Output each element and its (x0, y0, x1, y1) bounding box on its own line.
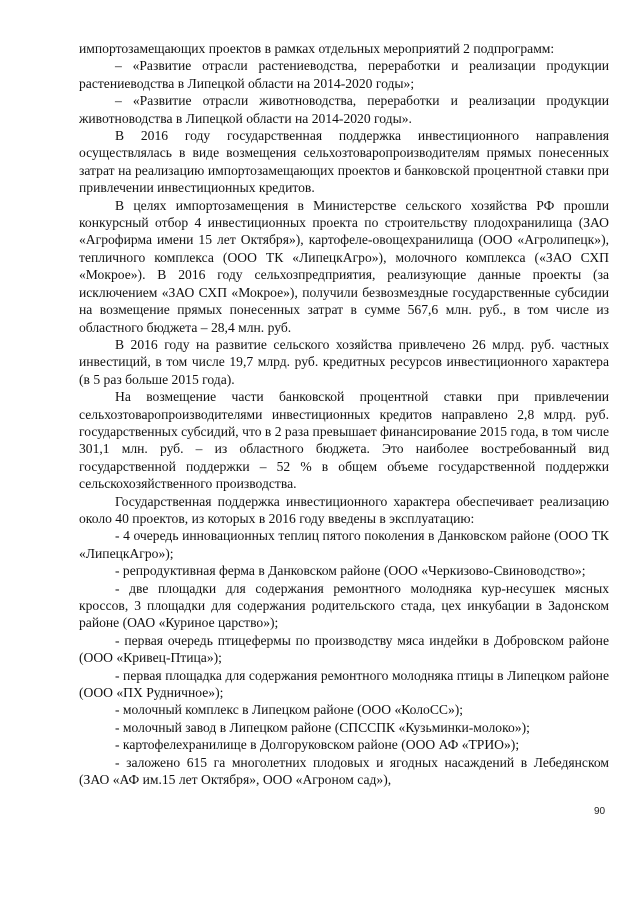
paragraph-intro: импортозамещающих проектов в рамках отдельных мероприятий 2 подпрограмм: (79, 41, 555, 56)
list-item: - молочный комплекс в Липецком районе (ООО «КолоСС»); (115, 702, 464, 718)
paragraph-interest-subsidy: На возмещение части банковской процентной ставки при привлечении сельхозтоваропроизводителями инвестиционных кредитов направлено 2,8 млрд. руб. государственных субсидий, что в 2 раза превышает финансирование 2015 года, в том числе 301,1 млн. руб. – из областного бюджета. Это наиболее востребованный вид государственной поддержки – 52 % в общем объеме государственной поддержки сельскохозяйственного производства. (79, 389, 609, 492)
list-item: - первая площадка для содержания ремонтного молодняка птицы в Липецком районе (ООО «ПХ Рудничное»); (79, 667, 609, 701)
list-item: - первая очередь птицефермы по производству мяса индейки в Добровском районе (ООО «Кривец-Птица»); (79, 632, 609, 666)
list-item: - две площадки для содержания ремонтного молодняка кур-несушек мясных кроссов, 3 площадки для содержания родительского стада, цех инкубации в Задонском районе (ОАО «Куриное царство»); (79, 580, 609, 631)
paragraph-projects-intro: Государственная поддержка инвестиционного характера обеспечивает реализацию около 40 проектов, из которых в 2016 году введены в эксплуатацию: (79, 493, 609, 526)
list-item: - 4 очередь инновационных теплиц пятого поколения в Данковском районе (ООО ТК «ЛипецкАгро»); (79, 528, 609, 561)
paragraph-state-support: В 2016 году государственная поддержка инвестиционного направления осуществлялась в виде возмещения сельхозтоваропроизводителям прямых понесенных затрат на реализацию импортозамещающих проектов и банковской процентной ставки при привлечении инвестиционных кредитов. (79, 128, 609, 196)
paragraph-crop-program: – «Развитие отрасли растениеводства, переработки и реализации продукции растениеводства в Липецкой области на 2014-2020 годы»; (79, 58, 609, 91)
list-item: - заложено 615 га многолетних плодовых и ягодных насаждений в Лебедянском (ЗАО «АФ им.15 лет Октября», ООО «Агроном сад»), (79, 754, 609, 788)
paragraph-import-substitution: В целях импортозамещения в Министерстве сельского хозяйства РФ прошли конкурсный отбор 4 инвестиционных проекта по строительству плодохранилища (ЗАО «Агрофирма имени 15 лет Октября»), картофеле-овощехранилища (ООО «Агролипецк»), тепличного комплекса (ООО ТК «ЛипецкАгро»), молочного комплекса («ЗАО СХП «Мокрое»). В 2016 году сельхозпредприятия, реализующие данные проекты (за исключением «ЗАО СХП «Мокрое»), получили безвозмездные государственные субсидии на возмещение прямых понесенных затрат в сумме 567,6 млн. руб., в том числе из областного бюджета – 28,4 млн. руб. (79, 197, 609, 335)
document-page (79, 40, 609, 788)
paragraph-livestock-program: – «Развитие отрасли животноводства, переработки и реализации продукции животноводства в Липецкой области на 2014-2020 годы». (79, 93, 609, 126)
paragraph-private-investment: В 2016 году на развитие сельского хозяйства привлечено 26 млрд. руб. частных инвестиций, в том числе 19,7 млрд. руб. кредитных ресурсов инвестиционного характера (в 5 раз больше 2015 года). (79, 336, 609, 387)
page-number: 90 (594, 806, 606, 817)
list-item: - репродуктивная ферма в Данковском районе (ООО «Черкизово-Свиноводство»; (115, 563, 586, 579)
list-item: - молочный завод в Липецком районе (СПССПК «Кузьминки-молоко»); (115, 719, 530, 735)
list-item: - картофелехранилище в Долгоруковском районе (ООО АФ «ТРИО»); (115, 737, 520, 753)
